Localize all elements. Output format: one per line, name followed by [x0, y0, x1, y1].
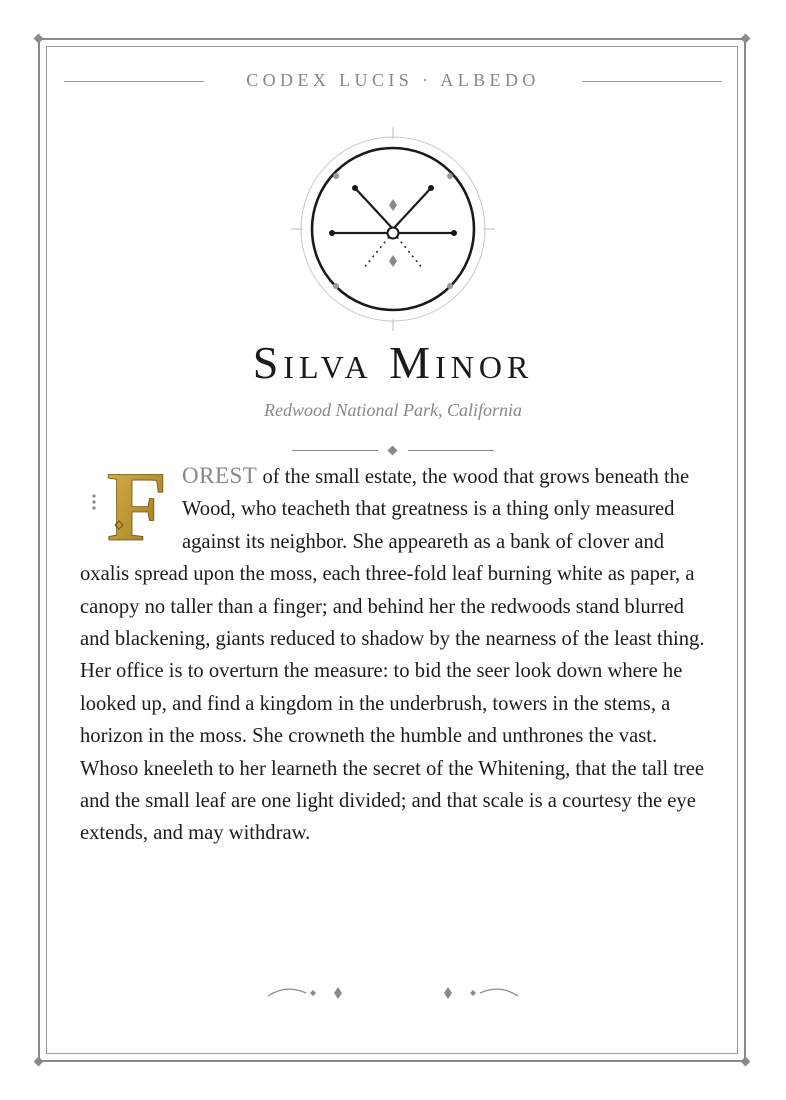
body-text: of the small estate, the wood that grows beneath the Wood, who teacheth that greatness is a thing only measured against its neighbor. She appeareth as a bank of clover and oxalis spread upon the moss, each three-fold leaf burning white as paper, a canopy no taller than a finger; and behind her the redwoods stand blurred and blackening, giants reduced to shadow by the nearness of the least thing. Her office is to overturn the measure: to bid the seer look down where he looked up, and find a kingdom in the underbrush, towers in the stems, a horizon in the moss. She crowneth the humble and unthrones the vast. Whoso kneeleth to her learneth the secret of the Whitening, that the tall tree and the small leaf are one light divided; and that scale is a courtesy the eye extends, and may withdraw. [80, 466, 705, 845]
card-subtitle: Redwood National Park, California [263, 400, 522, 420]
footer-ornament-left-icon [266, 980, 348, 1004]
card-title: Silva Minor [252, 337, 534, 388]
corner-ornament-bottom-right [741, 1057, 751, 1067]
codex-header: CODEX LUCIS · ALBEDO [246, 70, 540, 90]
lead-word: OREST [182, 463, 258, 488]
drop-cap-space [80, 460, 182, 557]
body-paragraph [80, 460, 706, 850]
divider-left [292, 450, 378, 451]
footer-ornament-right-icon [438, 980, 520, 1004]
divider-right [408, 450, 494, 451]
sigil-emblem-icon [289, 125, 497, 333]
drop-cap-letter: F [106, 462, 168, 548]
